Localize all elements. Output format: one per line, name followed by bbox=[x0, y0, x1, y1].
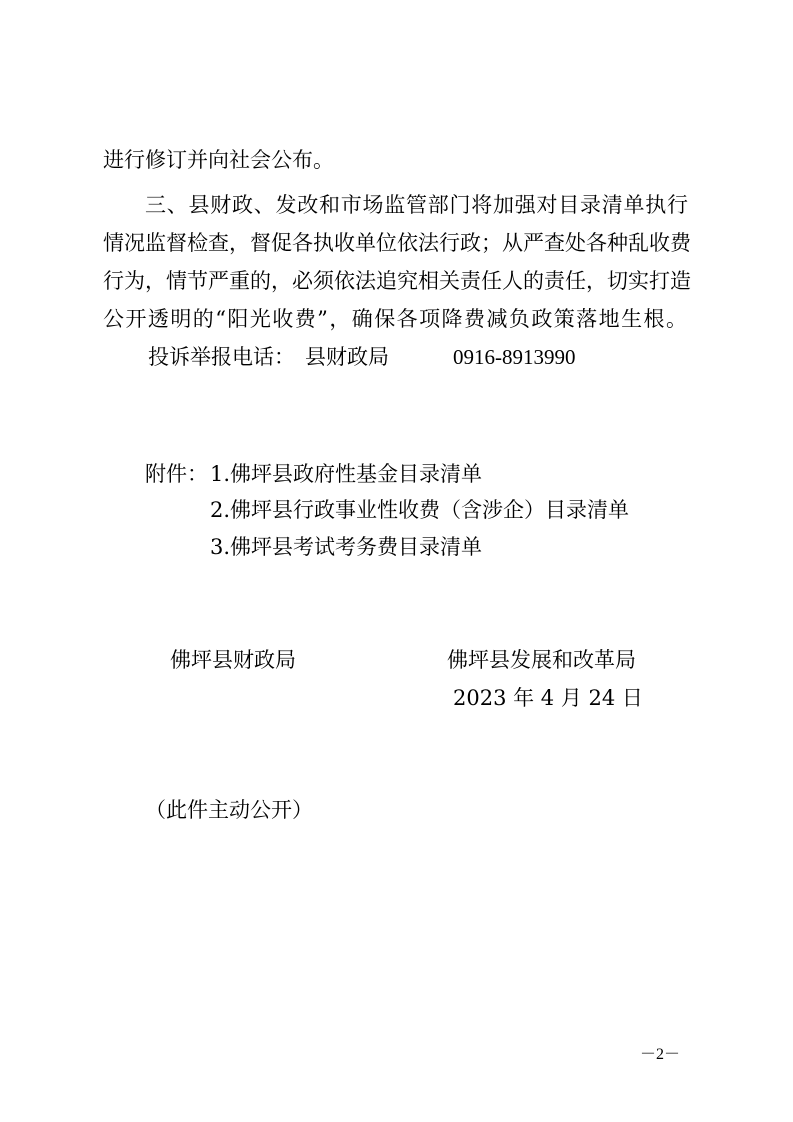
disclosure-note: （此件主动公开） bbox=[145, 798, 313, 822]
hotline-number: 0916-8913990 bbox=[453, 345, 576, 369]
page-number: －2－ bbox=[640, 1046, 681, 1063]
body-line-5: 公开透明的“阳光收费”，确保各项降费减负政策落地生根。 bbox=[103, 307, 687, 331]
attachment-item-2: 2.佛坪县行政事业性收费（含涉企）目录清单 bbox=[210, 498, 630, 522]
hotline-label: 投诉举报电话： bbox=[148, 345, 295, 369]
body-line-3: 情况监督检查，督促各执收单位依法行政；从严查处各种乱收费 bbox=[103, 231, 691, 255]
signature-org-left: 佛坪县财政局 bbox=[170, 648, 296, 672]
signature-date: 2023 年 4 月 24 日 bbox=[453, 686, 643, 710]
body-line-1: 进行修订并向社会公布。 bbox=[103, 148, 334, 172]
body-line-4: 行为，情节严重的，必须依法追究相关责任人的责任，切实打造 bbox=[103, 269, 691, 293]
signature-org-right: 佛坪县发展和改革局 bbox=[447, 648, 636, 672]
body-line-2: 三、县财政、发改和市场监管部门将加强对目录清单执行 bbox=[145, 193, 688, 217]
hotline-org: 县财政局 bbox=[305, 345, 389, 369]
attachments-label: 附件： bbox=[145, 462, 208, 486]
attachment-item-1: 1.佛坪县政府性基金目录清单 bbox=[210, 462, 483, 486]
attachment-item-3: 3.佛坪县考试考务费目录清单 bbox=[210, 535, 483, 559]
